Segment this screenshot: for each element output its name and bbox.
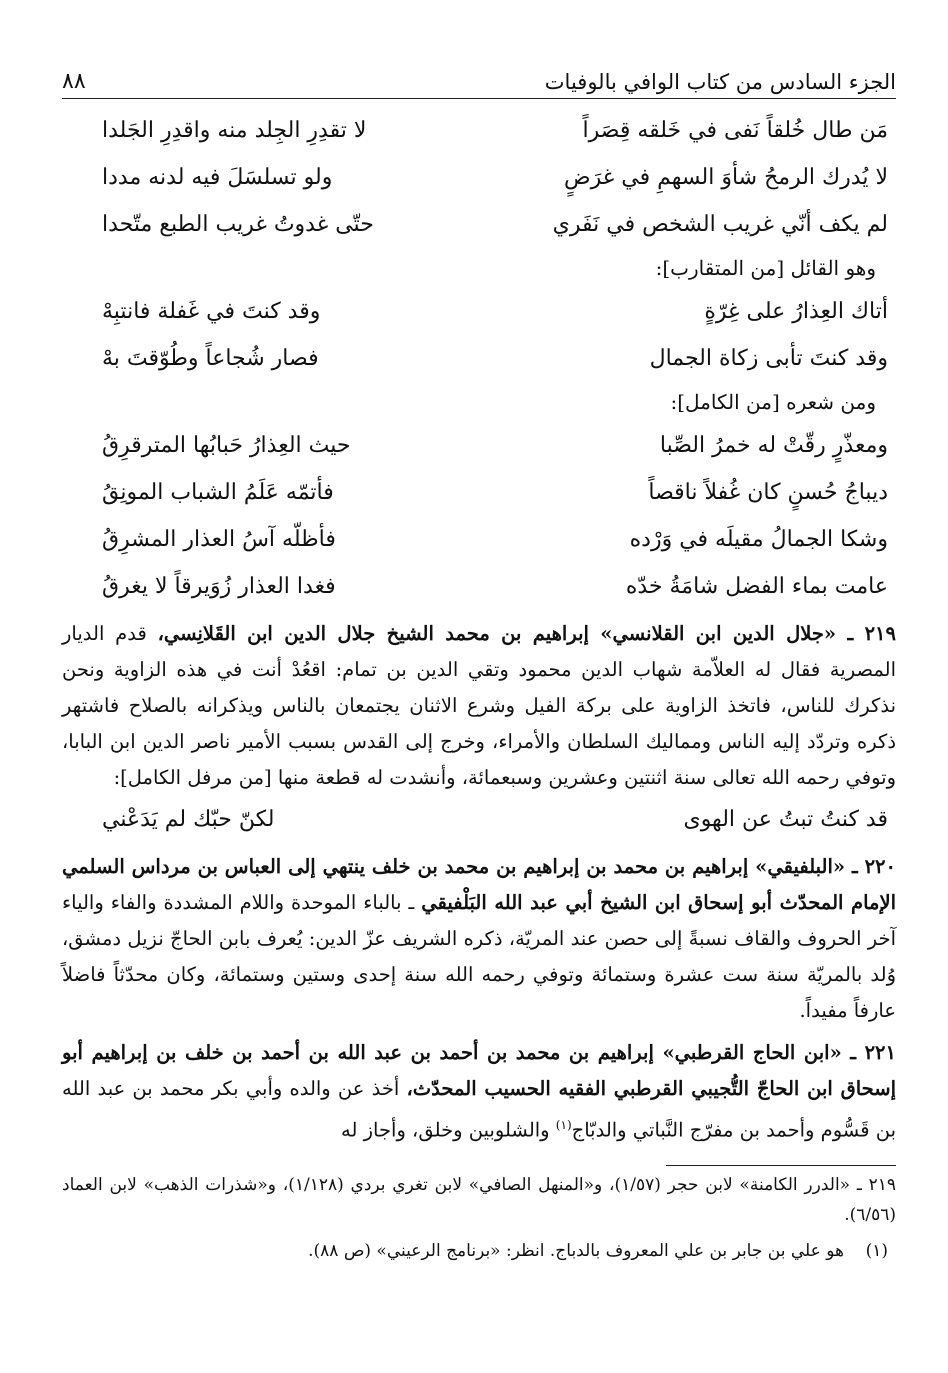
entry-221-body-b: والشلوبين وخلق، وأجاز له xyxy=(341,1118,556,1142)
entry-220 xyxy=(62,849,896,1029)
verse-first-hemistich: أتاك العِذارُ على غِرّةٍ xyxy=(704,299,888,324)
entry-220-heading: ٢٢٠ ـ «البلفيقي» إبراهيم بن محمد بن إبراهيم بن محمد بن خلف ينتهي إلى العباس بن مرداس السلمي الإمام المحدّث أبو إسحاق ابن الشيخ أبي عبد الله البَلْفيقي xyxy=(62,855,896,914)
verse-second-hemistich: ولو تسلسَلَ فيه لدنه مددا xyxy=(102,165,333,190)
verse-line xyxy=(62,516,896,563)
entry-221-body-a: أخذ عن والده وأبي بكر محمد بن عبد الله بن قَسُّوم وأحمد بن مفرّج النَّباتي والدبّاج xyxy=(62,1077,896,1142)
entry-219-body: قدم الديار المصرية فقال له العلاّمة شهاب الدين محمود وتقي الدين بن تمام: اقعُدْ أنت في هذه الزاوية ونحن نذكرك للناس، فاتخذ الزاوية على بركة الفيل وشرع الاثنان يجتمعان بالناس ويذكرانه بالصلاح فاشتهر ذكره وتردّد إليه الناس ومماليك السلطان والأمراء، وخرج إلى القدس بسبب الأمير ناصر الدين ابن البابا، وتوفي رحمه الله تعالى سنة اثنتين وعشرين وسبعمائة، وأنشدت له قطعة منها [من مرفل الكامل]: xyxy=(62,622,896,789)
verse-second-hemistich: وقد كنتَ في غَفلة فانتبِهْ xyxy=(102,299,321,324)
entry-221 xyxy=(62,1035,896,1149)
verse-line xyxy=(62,107,896,154)
footnote-rule xyxy=(666,1165,896,1166)
footnote-marker: (١) xyxy=(555,1118,572,1132)
book-title: الجزء السادس من كتاب الوافي بالوفيات xyxy=(544,70,896,94)
verse-first-hemistich: مَن طال خُلقاً نَفى في خَلقه قِصَراً xyxy=(582,118,888,143)
verse-line xyxy=(62,422,896,469)
verse-line xyxy=(62,563,896,610)
verse-second-hemistich: فأظلّه آسُ العذار المشرِقُ xyxy=(102,527,336,552)
footnote-1 xyxy=(62,1236,896,1266)
entry-219-verse xyxy=(62,796,896,843)
verse-second-hemistich: حتّى غدوتُ غريب الطبع متّحدا xyxy=(102,212,374,237)
verse-first-hemistich: عامت بماء الفضل شامَةُ خدّه xyxy=(625,574,888,599)
poem-3-intro: ومن شعره [من الكامل]: xyxy=(670,390,876,414)
page-number: ٨٨ xyxy=(62,69,86,94)
page xyxy=(62,58,896,1266)
poem-1 xyxy=(62,107,896,248)
verse-line xyxy=(62,469,896,516)
verse-second-hemistich: فغدا العذار زُوَيرقاً لا يغرقُ xyxy=(102,574,336,599)
running-header xyxy=(62,58,896,94)
entry-219-heading: ٢١٩ ـ «جلال الدين ابن القلانسي» إبراهيم بن محمد الشيخ جلال الدين ابن القَلانِسي، xyxy=(157,622,896,645)
entry-219 xyxy=(62,616,896,796)
verse-line xyxy=(62,335,896,382)
verse-second-hemistich: لا تقدِرِ الجِلد منه واقدِرِ الجَلدا xyxy=(102,118,367,143)
footnote-1-number: (١) xyxy=(865,1240,888,1261)
verse-line xyxy=(62,201,896,248)
poem-2-intro: وهو القائل [من المتقارب]: xyxy=(655,256,876,280)
verse-line xyxy=(62,288,896,335)
verse-first-hemistich: لا يُدرك الرمحُ شأوَ السهمِ في غرَضٍ xyxy=(564,165,888,190)
verse-first-hemistich: ديباجُ حُسنٍ كان غُفلاً ناقصاً xyxy=(648,480,888,505)
verse-second-hemistich: فأتمّه عَلَمُ الشباب المونِقُ xyxy=(102,480,334,505)
poem-2 xyxy=(62,288,896,382)
entry-220-body: ـ بالباء الموحدة واللام المشددة والفاء والياء آخر الحروف والقاف نسبةً إلى حصن عند المريّة، ذكره الشريف عزّ الدين: يُعرف بابن الحاجّ نزيل دمشق، وُلد بالمريّة سنة ست عشرة وستمائة وتوفي رحمه الله سنة إحدى وستين وستمائة، وكان محدّثاً فاضلاً عارفاً مفيداً. xyxy=(62,891,896,1022)
poem-3 xyxy=(62,422,896,610)
verse-first-hemistich: قد كنتُ تبتُ عن الهوى xyxy=(683,807,888,832)
verse-first-hemistich: لم يكف أنّي غريب الشخص في نَفَري xyxy=(552,212,888,237)
footnote-sources-219: ٢١٩ ـ «الدرر الكامنة» لابن حجر (١/٥٧)، و«المنهل الصافي» لابن تغري بردي (١/١٢٨)، و«شذرات الذهب» لابن العماد (٦/٥٦). xyxy=(62,1174,896,1225)
verse-first-hemistich: وشكا الجمالُ مقيلَه في وَرْده xyxy=(629,527,888,552)
entry-221-heading: ٢٢١ ـ «ابن الحاج القرطبي» إبراهيم بن محمد بن أحمد بن عبد الله بن أحمد بن خلف بن إبراهيم أبو إسحاق ابن الحاجّ التُّجيبي القرطبي الفقيه الحسيب المحدّث، xyxy=(62,1041,896,1100)
verse-first-hemistich: وقد كنتَ تأبى زكاة الجمال xyxy=(649,346,888,371)
verse-first-hemistich: ومعذّرٍ رقّتْ له خمرُ الصِّبا xyxy=(659,433,888,458)
verse-line xyxy=(62,154,896,201)
verse-second-hemistich: حيث العِذارُ حَبابُها المترقرِقُ xyxy=(102,433,351,458)
footnote-1-text: هو علي بن جابر بن علي المعروف بالدباج. انظر: «برنامج الرعيني» (ص ٨٨). xyxy=(308,1240,844,1261)
verse-second-hemistich: فصار شُجاعاً وطُوّقتَ بهْ xyxy=(102,346,319,371)
verse-second-hemistich: لكنّ حبّك لم يَدَعْني xyxy=(102,807,275,832)
